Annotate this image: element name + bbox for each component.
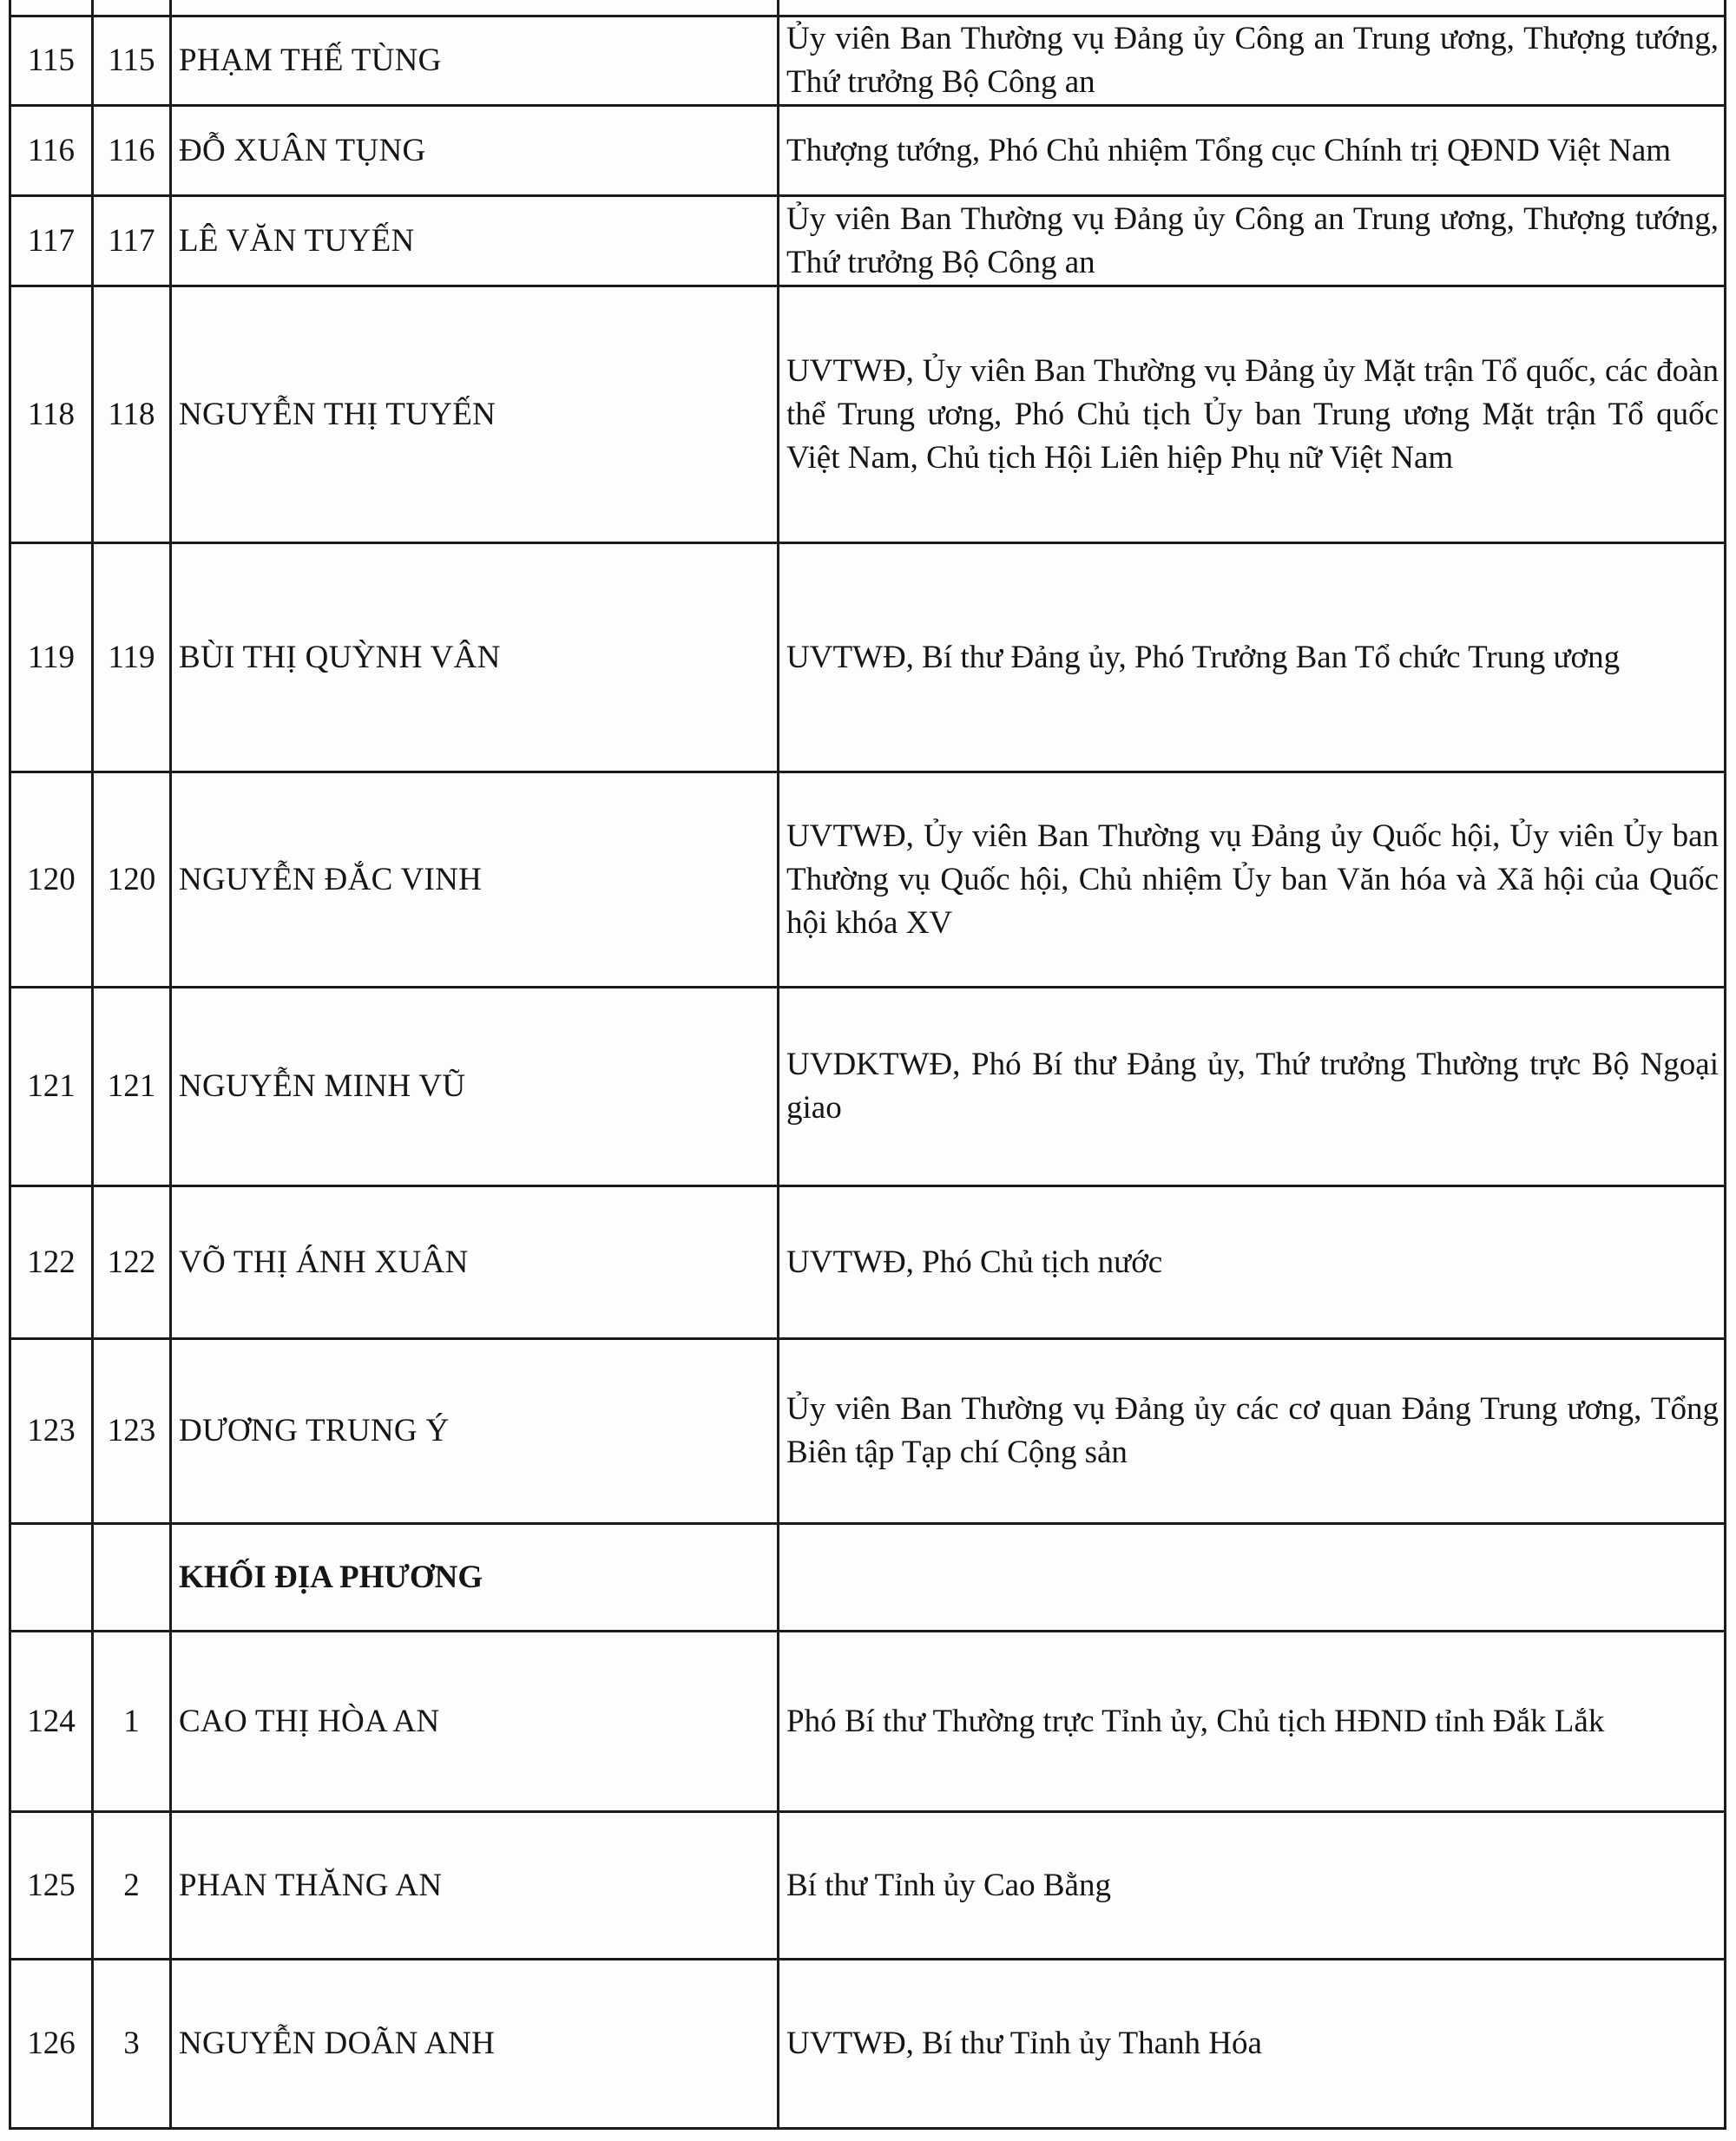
table-row [10,1960,1726,2129]
candidate-name: CAO THỊ HÒA AN [171,1632,779,1812]
row-number: 121 [10,988,93,1186]
candidate-role: UVTWĐ, Bí thư Tỉnh ủy Thanh Hóa [779,1960,1726,2129]
table-row [10,772,1726,988]
table-row [10,988,1726,1186]
candidate-name: LÊ VĂN TUYẾN [171,196,779,286]
row-subnumber: 116 [93,106,171,196]
candidate-role: Ủy viên Ban Thường vụ Đảng ủy các cơ quan Đảng Trung ương, Tổng Biên tập Tạp chí Cộng sản [779,1339,1726,1524]
row-number: 120 [10,772,93,988]
row-subnumber: 115 [93,16,171,106]
stub-cell [10,0,93,16]
section-empty-cell [10,1524,93,1632]
stub-cell [779,0,1726,16]
section-title: KHỐI ĐỊA PHƯƠNG [171,1524,779,1632]
row-subnumber: 3 [93,1960,171,2129]
table-row [10,286,1726,543]
candidate-name: NGUYỄN MINH VŨ [171,988,779,1186]
candidate-name: PHAN THĂNG AN [171,1812,779,1960]
candidate-role: UVTWĐ, Bí thư Đảng ủy, Phó Trưởng Ban Tổ chức Trung ương [779,543,1726,772]
candidate-name: BÙI THỊ QUỲNH VÂN [171,543,779,772]
row-subnumber: 119 [93,543,171,772]
row-number: 123 [10,1339,93,1524]
table-row [10,106,1726,196]
candidate-name: NGUYỄN DOÃN ANH [171,1960,779,2129]
candidate-name: NGUYỄN ĐẮC VINH [171,772,779,988]
table-row [10,1186,1726,1339]
candidate-role: UVTWĐ, Ủy viên Ban Thường vụ Đảng ủy Quốc hội, Ủy viên Ủy ban Thường vụ Quốc hội, Chủ nhiệm Ủy ban Văn hóa và Xã hội của Quốc hội khóa XV [779,772,1726,988]
candidate-name: PHẠM THẾ TÙNG [171,16,779,106]
candidate-table [9,0,1726,2130]
section-header-row [10,1524,1726,1632]
row-number: 116 [10,106,93,196]
row-subnumber: 123 [93,1339,171,1524]
table-row [10,196,1726,286]
row-subnumber: 120 [93,772,171,988]
row-number: 126 [10,1960,93,2129]
row-number: 125 [10,1812,93,1960]
row-subnumber: 2 [93,1812,171,1960]
row-subnumber: 1 [93,1632,171,1812]
table-row-stub [10,0,1726,16]
row-number: 118 [10,286,93,543]
table-row [10,1339,1726,1524]
table-row [10,16,1726,106]
section-empty-cell [93,1524,171,1632]
table-row [10,1632,1726,1812]
candidate-name: ĐỖ XUÂN TỤNG [171,106,779,196]
row-number: 124 [10,1632,93,1812]
candidate-name: VÕ THỊ ÁNH XUÂN [171,1186,779,1339]
row-number: 122 [10,1186,93,1339]
row-subnumber: 122 [93,1186,171,1339]
row-subnumber: 121 [93,988,171,1186]
stub-cell [171,0,779,16]
candidate-name: DƯƠNG TRUNG Ý [171,1339,779,1524]
stub-cell [93,0,171,16]
candidate-role: Ủy viên Ban Thường vụ Đảng ủy Công an Trung ương, Thượng tướng, Thứ trưởng Bộ Công an [779,16,1726,106]
table-row [10,1812,1726,1960]
row-subnumber: 117 [93,196,171,286]
section-empty-cell [779,1524,1726,1632]
candidate-role: Ủy viên Ban Thường vụ Đảng ủy Công an Trung ương, Thượng tướng, Thứ trưởng Bộ Công an [779,196,1726,286]
candidate-role: Thượng tướng, Phó Chủ nhiệm Tổng cục Chính trị QĐND Việt Nam [779,106,1726,196]
table-row [10,543,1726,772]
candidate-role: UVTWĐ, Phó Chủ tịch nước [779,1186,1726,1339]
candidate-role: UVDKTWĐ, Phó Bí thư Đảng ủy, Thứ trưởng Thường trực Bộ Ngoại giao [779,988,1726,1186]
candidate-role: Bí thư Tỉnh ủy Cao Bằng [779,1812,1726,1960]
row-number: 117 [10,196,93,286]
candidate-role: UVTWĐ, Ủy viên Ban Thường vụ Đảng ủy Mặt trận Tổ quốc, các đoàn thể Trung ương, Phó Chủ tịch Ủy ban Trung ương Mặt trận Tổ quốc Việt Nam, Chủ tịch Hội Liên hiệp Phụ nữ Việt Nam [779,286,1726,543]
row-number: 119 [10,543,93,772]
row-number: 115 [10,16,93,106]
candidate-name: NGUYỄN THỊ TUYẾN [171,286,779,543]
candidate-role: Phó Bí thư Thường trực Tỉnh ủy, Chủ tịch HĐND tỉnh Đắk Lắk [779,1632,1726,1812]
row-subnumber: 118 [93,286,171,543]
